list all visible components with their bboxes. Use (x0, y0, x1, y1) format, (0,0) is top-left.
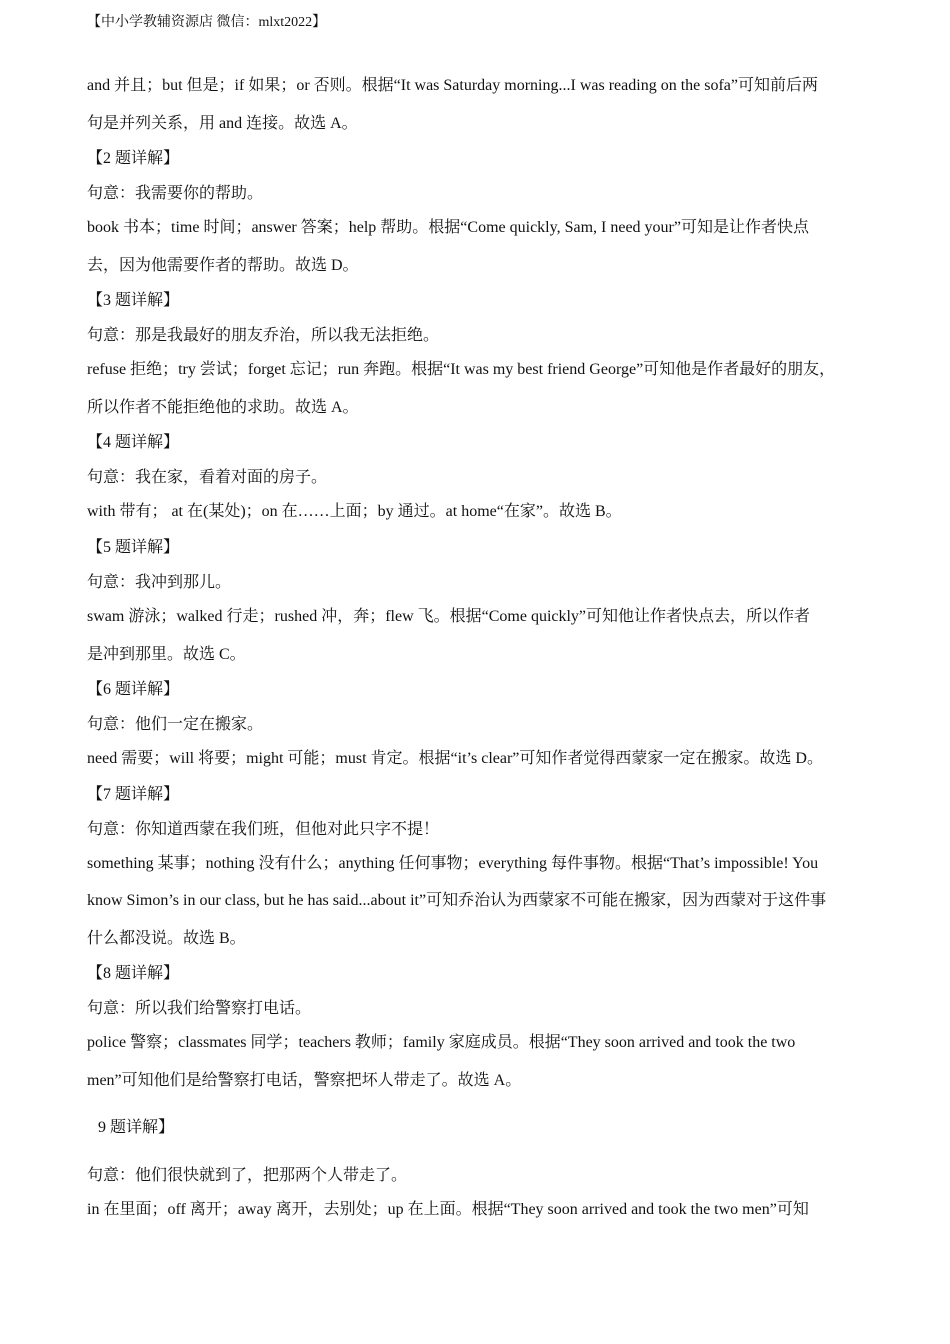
text-line: 句意：我需要你的帮助。 (87, 185, 264, 202)
text-line: 句意：他们一定在搬家。 (87, 716, 264, 733)
text-line: 句意：所以我们给警察打电话。 (87, 1000, 312, 1017)
text-line: 去，因为他需要作者的帮助。故选 D。 (87, 257, 359, 274)
section-heading: 【6 题详解】 (87, 681, 180, 698)
text-line: know Simon’s in our class, but he has said...about it”可知乔治认为西蒙家不可能在搬家，因为西蒙对于这件事 (87, 892, 827, 909)
text-line: men”可知他们是给警察打电话，警察把坏人带走了。故选 A。 (87, 1072, 522, 1089)
text-line: with 带有； at 在(某处)；on 在……上面；by 通过。at home“在家”。故选 B。 (87, 503, 622, 520)
section-heading: 【4 题详解】 (87, 434, 180, 451)
section-heading: 9 题详解】 (98, 1119, 175, 1136)
section-heading: 【5 题详解】 (87, 539, 180, 556)
text-line: 句意：那是我最好的朋友乔治，所以我无法拒绝。 (87, 327, 440, 344)
section-heading: 【3 题详解】 (87, 292, 180, 309)
text-line: book 书本；time 时间；answer 答案；help 帮助。根据“Come quickly, Sam, I need your”可知是让作者快点 (87, 219, 809, 236)
text-line: 句是并列关系，用 and 连接。故选 A。 (87, 115, 358, 132)
text-line: in 在里面；off 离开；away 离开，去别处；up 在上面。根据“They soon arrived and took the two men”可知 (87, 1201, 809, 1218)
text-line: 句意：我冲到那儿。 (87, 574, 232, 591)
page-header-watermark: 【中小学教辅资源店 微信：mlxt2022】 (87, 15, 327, 30)
section-heading: 【7 题详解】 (87, 786, 180, 803)
text-line: 所以作者不能拒绝他的求助。故选 A。 (87, 399, 359, 416)
text-line: 是冲到那里。故选 C。 (87, 646, 246, 663)
text-line: need 需要；will 将要；might 可能；must 肯定。根据“it’s clear”可知作者觉得西蒙家一定在搬家。故选 D。 (87, 750, 823, 767)
section-heading: 【8 题详解】 (87, 965, 180, 982)
text-line: 什么都没说。故选 B。 (87, 930, 246, 947)
text-line: refuse 拒绝；try 尝试；forget 忘记；run 奔跑。根据“It was my best friend George”可知他是作者最好的朋友， (87, 361, 836, 378)
text-line: 句意：我在家，看着对面的房子。 (87, 469, 328, 486)
text-line: police 警察；classmates 同学；teachers 教师；family 家庭成员。根据“They soon arrived and took the two (87, 1034, 796, 1051)
text-line: 句意：他们很快就到了，把那两个人带走了。 (87, 1167, 408, 1184)
section-heading: 【2 题详解】 (87, 150, 180, 167)
text-line: something 某事；nothing 没有什么；anything 任何事物；everything 每件事物。根据“That’s impossible! You (87, 855, 819, 872)
text-line: and 并且；but 但是；if 如果；or 否则。根据“It was Saturday morning...I was reading on the sofa”可知前后两 (87, 77, 818, 94)
text-line: 句意：你知道西蒙在我们班，但他对此只字不提！ (87, 821, 440, 838)
text-line: swam 游泳；walked 行走；rushed 冲，奔；flew 飞。根据“Come quickly”可知他让作者快点去，所以作者 (87, 608, 811, 625)
